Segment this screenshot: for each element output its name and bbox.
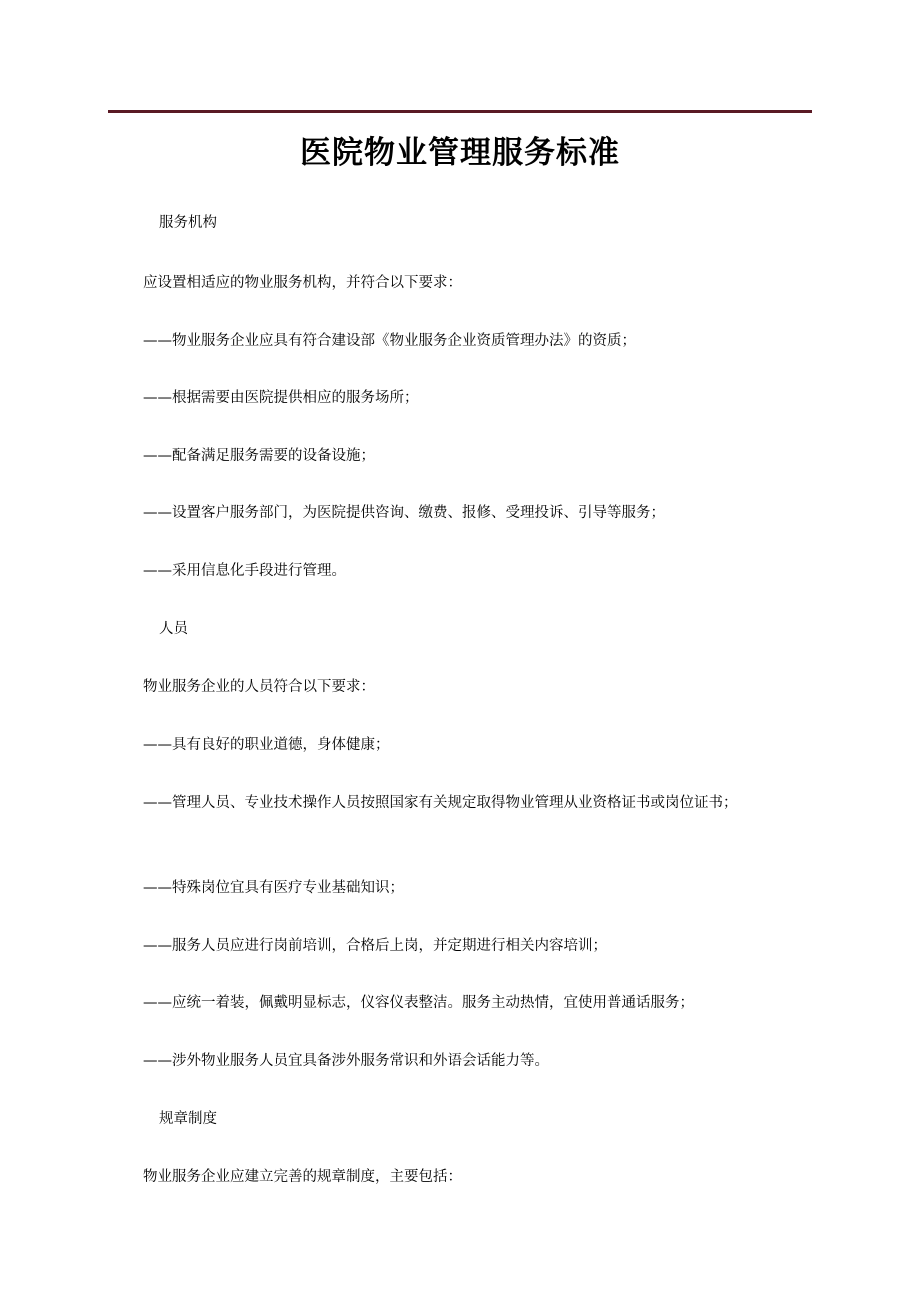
list-item-information-management: ——采用信息化手段进行管理。 — [143, 563, 346, 579]
section-heading-personnel: 人员 — [159, 621, 188, 637]
list-item-uniform-service: ——应统一着装，佩戴明显标志，仪容仪表整洁。服务主动热情，宜使用普通话服务； — [143, 995, 694, 1011]
paragraph-rules-requirements: 物业服务企业应建立完善的规章制度，主要包括： — [143, 1169, 462, 1185]
section-heading-service-organization: 服务机构 — [159, 215, 217, 231]
document-title: 医院物业管理服务标准 — [300, 135, 620, 171]
list-item-ethics-health: ——具有良好的职业道德，身体健康； — [143, 737, 390, 753]
list-item-equipment: ——配备满足服务需要的设备设施； — [143, 448, 375, 464]
list-item-service-premises: ——根据需要由医院提供相应的服务场所； — [143, 390, 419, 406]
list-item-foreign-service: ——涉外物业服务人员宜具备涉外服务常识和外语会话能力等。 — [143, 1053, 549, 1069]
paragraph-personnel-requirements: 物业服务企业的人员符合以下要求： — [143, 679, 375, 695]
section-heading-rules: 规章制度 — [159, 1111, 217, 1127]
list-item-qualification: ——物业服务企业应具有符合建设部《物业服务企业资质管理办法》的资质； — [143, 333, 636, 349]
list-item-training: ——服务人员应进行岗前培训，合格后上岗，并定期进行相关内容培训； — [143, 938, 607, 954]
paragraph-organization-requirements: 应设置相适应的物业服务机构，并符合以下要求： — [143, 275, 462, 291]
list-item-medical-knowledge: ——特殊岗位宜具有医疗专业基础知识； — [143, 880, 404, 896]
header-rule — [108, 110, 812, 113]
list-item-certification: ——管理人员、专业技术操作人员按照国家有关规定取得物业管理从业资格证书或岗位证书； — [143, 795, 738, 811]
list-item-customer-service: ——设置客户服务部门，为医院提供咨询、缴费、报修、受理投诉、引导等服务； — [143, 505, 665, 521]
